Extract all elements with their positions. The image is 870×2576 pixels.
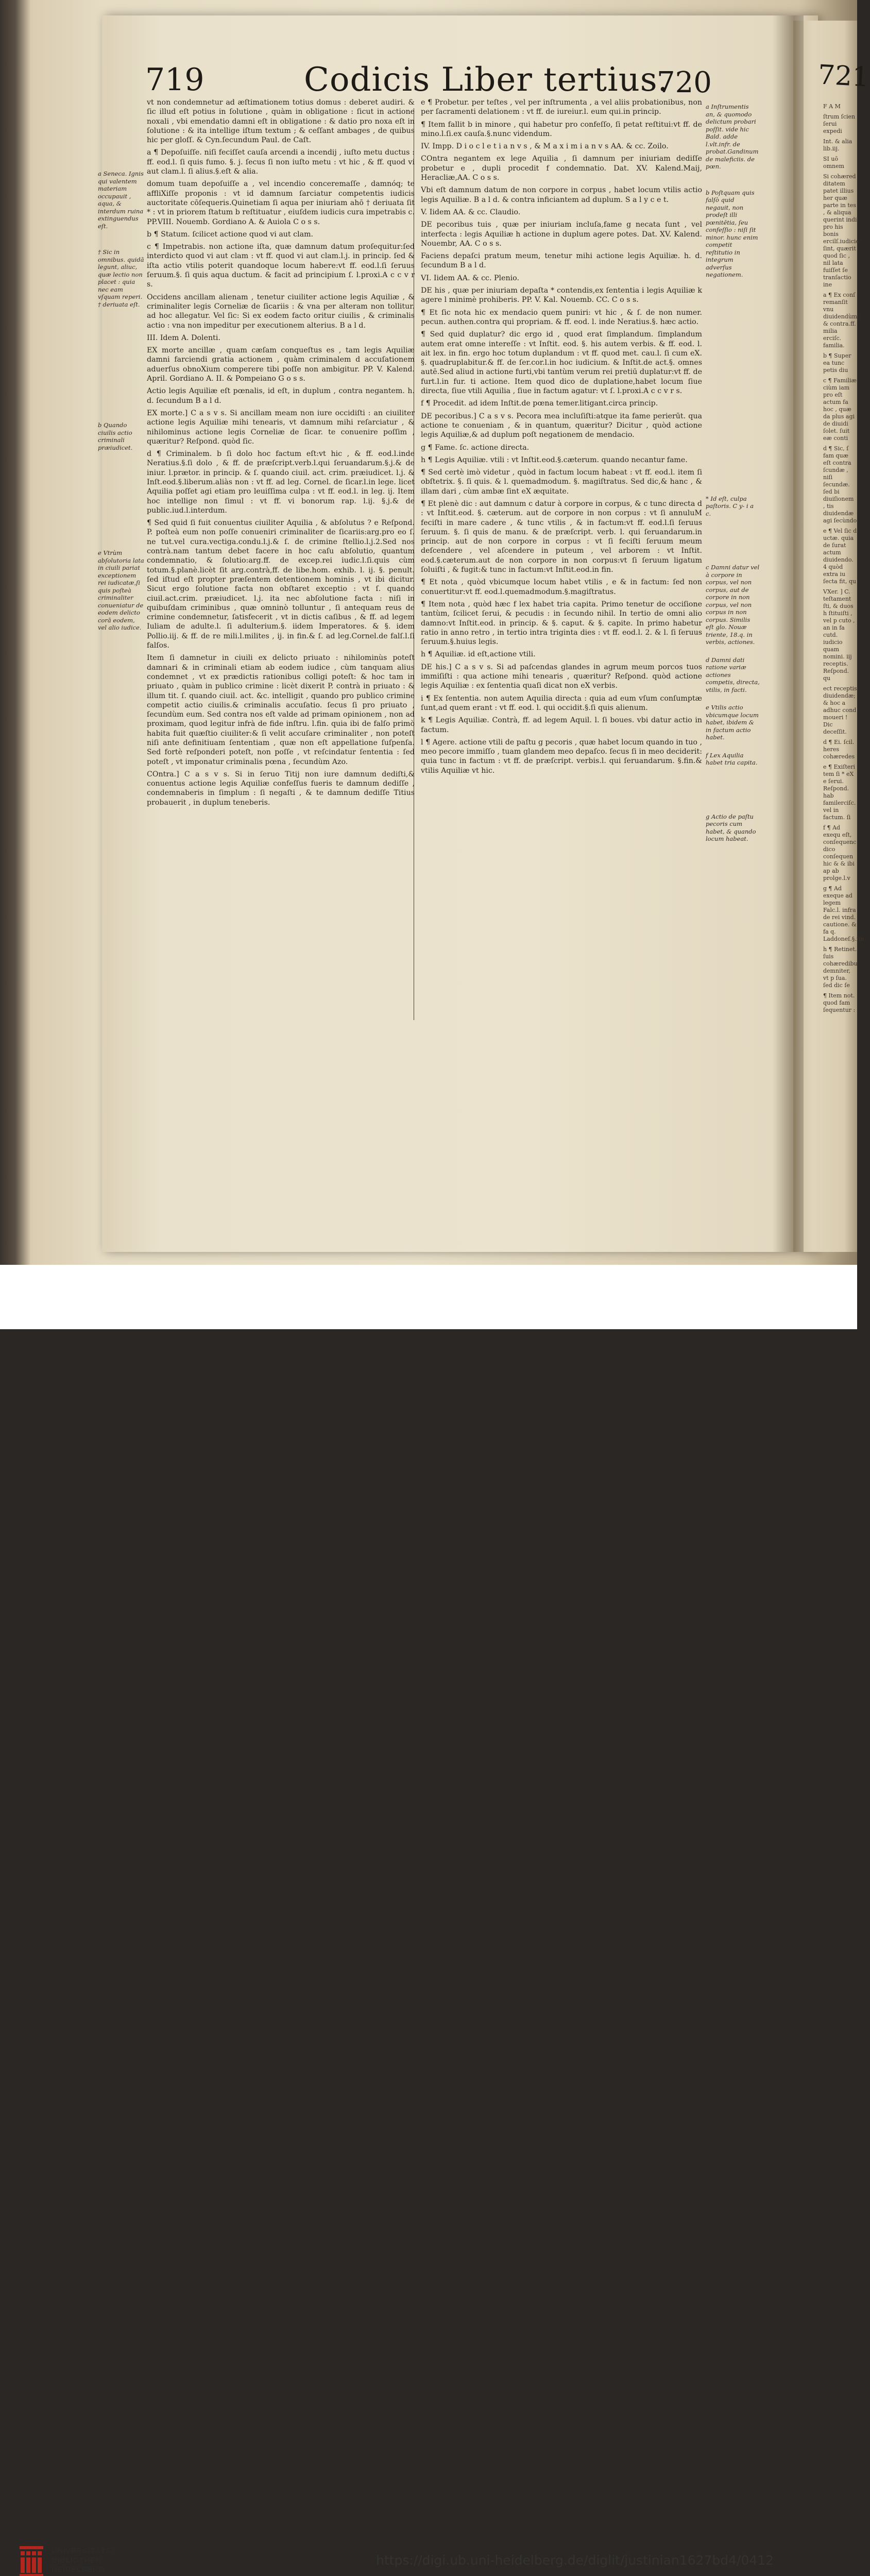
text-fragment: a ¶ Ex conſ remanſit vnu diuidendùm: & contra.ff. milia erciſc. familia. xyxy=(823,292,860,349)
margin-note: † Sic in omnibus. quidā legunt, aliuc, quæ lectio non placet : quia nec eam vſquam reperi. † deriuata eſt. xyxy=(98,248,144,308)
folio-number-facing-page: 721 xyxy=(817,59,870,93)
paragraph: Faciens depaſci pratum meum, tenetur mihi actione legis Aquiliæ. h. d. ſecundum B a l d. xyxy=(421,252,702,270)
facing-page-text xyxy=(823,103,864,1082)
library-name xyxy=(52,2547,114,2574)
paragraph: i ¶ Ex ſententia. non autem Aquilia directa : quia ad eum vſum conſumptæ ſunt,ad quem erant : vt ff. eod. l. qui occidit.§.ſi quis alienum. xyxy=(421,694,702,712)
margin-note: a Inſtrumentis an, & quomodo delictum probari poſſit. vide hic Bald. adde l.vlt.infr. de probat.Gandinum de maleficiis. de pœn. xyxy=(706,103,759,170)
paragraph: DE his.] C a s v s. Si ad paſcendas glandes in agrum meum porcos tuos immiſiſti : qua actione mihi tenearis , quæritur? Reſpond. quòd actione legis Aquiliæ : ex ſententia quaſi dicat non eX verbis. xyxy=(421,663,702,690)
paragraph: f ¶ Procedit. ad idem Inſtit.de pœna temer.litigant.circa princip. xyxy=(421,399,658,408)
paragraph: IV. Impp. D i o c l e t i a n v s , & M a x i m i a n v s AA. & cc. Zoilo. xyxy=(421,142,669,151)
text-fragment: ect receptis diuidendæ; & hoc a adhuc cond moueri ! Dic deceſſit. xyxy=(823,685,857,735)
paragraph: Occidens ancillam alienam , tenetur ciuiliter actione legis Aquiliæ , & criminaliter legis Corneliæ de ſicariis : & vna per alteram non tollitur. ad hoc allegatur. Vel ſic: Si ex eodem facto oritur ciuilis , & criminalis actio : vna non impeditur per executionem alterius. B a l d. xyxy=(147,293,415,330)
margin-notes-right xyxy=(706,103,760,861)
paragraph: Actio legis Aquiliæ eſt pœnalis, id eſt, in duplum , contra negantem. h. d. ſecundum B a l d. xyxy=(147,387,415,405)
paragraph: ¶ Item fallit b in minore , qui habetur pro confeſſo, ſi petat reſtitui:vt ff. de mino.l.ſi.ex cauſa.§.nunc videndum. xyxy=(421,120,702,138)
paragraph: V. Iidem AA. & cc. Claudio. xyxy=(421,208,521,216)
running-title: Codicis Liber tertius. xyxy=(304,61,669,99)
paragraph: COntra negantem ex lege Aquilia , ſi damnum per iniuriam dediſſe probetur e , dupli procedit f condemnatio. Dat. XV. Kalend.Maij, Heracliæ,AA. C o s s. xyxy=(421,155,702,182)
text-column-left xyxy=(147,98,415,1077)
paragraph: Vbi eſt damnum datum de non corpore in corpus , habet locum vtilis actio legis Aquiliæ. B a l d. & contra inficiantem ad duplum. S a l y c e t. xyxy=(421,186,702,204)
text-fragment: b ¶ Super ea tunc petis diu xyxy=(823,352,851,374)
margin-note: e Vtilis actio vbicumque locum habet, ibidem & in factum actio habet. xyxy=(706,704,759,741)
margin-notes-left xyxy=(98,170,144,650)
paragraph: COntra.] C a s v s. Si in ſeruo Titij non iure damnum dediſti,& conuentus actione legis Aquiliæ confeſſus fueris te damnum dediſſe , condemnaberis in ſimplum : ſi negaſti , & te damnum dediſſe Titius probauerit , in duplum teneberis. xyxy=(147,770,415,807)
library-name-line: HEIDELBERG xyxy=(52,2565,105,2574)
paragraph: ¶ Item nota , quòd hæc f lex habet tria capita. Primo tenetur de occiſione tantùm, ſcilicet ſerui, & pecudis : in ſecundo nihil. In tertio de omni alio damno:vt Inſtit.eod. in princip. & §. caput. & §. capite. In primo habetur ratio in anno retro , in tertio intra triginta dies : vt ff. eod.l. 2. & l. ſi ſeruus ſeruum.§.huius legis. xyxy=(421,600,702,647)
library-name-line: BIBLIOTHEK xyxy=(52,2556,101,2565)
gutter-shadow xyxy=(773,15,804,1252)
paragraph: h ¶ Aquiliæ. id eſt,actione vtili. xyxy=(421,650,536,659)
paragraph: e ¶ Probetur. per teſtes , vel per inſtrumenta , a vel aliis probationibus, non per ſacramenti delationem : vt ff. de iureiur.l. eum qui.in princip. xyxy=(421,98,702,116)
paragraph: DE pecoribus.] C a s v s. Pecora mea incluſiſti:atque ita fame perierūt. qua actione te conueniam , & in quantum, quæritur? Dicitur , quòd actione legis Aquiliæ,& ad duplum poſt negationem de mendacio. xyxy=(421,412,702,439)
paragraph: b ¶ Statum. ſcilicet actione quod vi aut clam. xyxy=(147,230,314,239)
text-fragment: SI uō omnem xyxy=(823,156,845,170)
viewer-footer xyxy=(0,1265,857,2574)
margin-note: e Vtrùm abſolutoria lata in ciuili pariat exceptionem rei iudicatæ,ſi quis poſteà criminaliter conueniatur de eodem delicto corā eodem, vel alio iudice. xyxy=(98,549,144,631)
paragraph: III. Idem A. Dolenti. xyxy=(147,333,220,342)
margin-note: * Id eſt, culpa paſtoris. C y- i a c. xyxy=(706,495,754,517)
text-fragment: h ¶ Retinet. ſuis cohæredibu demniter, vt p ſua. ſed dic ſe xyxy=(823,946,858,989)
margin-note: f Lex Aquilia habet tria capita. xyxy=(706,751,758,766)
folio-number-right: 720 xyxy=(657,66,712,99)
paragraph: domum tuam depoſuiſſe a , vel incendio conceremaſſe , damnóq; te affliXiſſe proponis : vt id damnum ſarciatur competentis iudicis auctoritate cōſequeris.Quinetiam ſi aqua per iniuriam ahō † deriuata ſit * : vt in priorem ſtatum b reſtituatur , eiuſdem iudicis cura impetrabis c. PP.VIII. Nouemb. Gordiano A. & Auiola C o s s. xyxy=(147,180,415,226)
text-fragment: g ¶ Ad exeque ad legem Falc.l. infra de rei vind. cautione. & fa q. Laddoneſ.§.ſin xyxy=(823,885,864,942)
folio-number-left: 719 xyxy=(145,62,204,98)
paragraph: ¶ Et ſic nota hic ex mendacio quem puniri: vt hic , & ſ. de non numer. pecun. authen.contra qui propriam. & ff. eod. l. inde Neratius.§. hæc actio. xyxy=(421,308,702,326)
paragraph: g ¶ Fame. ſc. actione directa. xyxy=(421,443,530,452)
paragraph: l ¶ Agere. actione vtili de paſtu g pecoris , quæ habet locum quando in tuo , meo pecore immiſſo , tuam glandem meo depaſco. ſecus ſi in meo deciderit: quia tunc in factum : vt ff. de præſcript. verbis.l. qui ſeruandarum. §.fin.& vtilis Aquiliæ vt hic. xyxy=(421,738,702,775)
paragraph: ¶ Et plenè dic : aut damnum c datur à corpore in corpus, & c tunc directa d : vt Inſtit.eod. §. cæterum. aut de corpore in non corpus : vt ſi annuluM feciſti in mare cadere , & tunc vtilis , & in factum:vt ff. eod.l.ſi ſeruus ſeruum. §. ſi quis de manu. & de præſcript. verb. l. qui ſeruandarum.in princip. aut de non corpore in corpus : vt ſi feciſti ſeruum meum deſcendere , vel aſcendere in puteum , vel arborem : vt Inſtit. eod.§.cæterum.aut de non corpore in non corpus:vt ſi ſeruum ligatum ſoluiſti , & fugit:& tunc in factum:vt Inſtit.eod.in fin. xyxy=(421,499,702,574)
text-fragment: ſtrum ſcien ſerui expedi xyxy=(823,113,856,134)
text-fragment: f ¶ Ad exequ eſt, conſequenc dico conſequen hic & & ibi ap ab prolge.l.v xyxy=(823,824,857,882)
paragraph: h ¶ Legis Aquiliæ. vtili : vt Inſtit.eod.§.cæterum. quando necantur fame. xyxy=(421,455,688,464)
text-fragment: ¶ Item not. quod fam ſequentur : xyxy=(823,992,856,1013)
text-fragment: Si cohæred ditatem patet illius her quæ parte in tes , & aliqua querint indi pro his bonis ercilſ.iudicio ſint, quærit quod ſic , nil lata fuiſſet ſe tranſactio ine xyxy=(823,173,859,288)
margin-note: d Damni dati ratione variæ actiones competis, directa, vtilis, in facti. xyxy=(706,656,760,693)
paragraph: Item ſi damnetur in ciuili ex delicto priuato : nihilominùs poteſt damnari & in criminali etiam ab eodem iudice , cùm tanquam alius condemnet , vt ex prædictis rationibus colligi poteſt: & hoc tam in priuato , quàm in publico crimine : licèt dixerit P. contrà in priuato : & illum tit. ſ. quando ciuil. act. &c. intelligit , quando pro publico crimine competit actio ciuilis.& criminalis accuſatio. ſecus ſi pro priuato , ſecundùm eum. Sed contra nos eſt valde ad primam opinionem , non ad proximam, quod legitur infrà de fide inſtru. l.fin. quia ibi de falſo primò habita fuit quæſtio ciuiliter:& ſi velit accuſare criminaliter , non poteſt niſi ante definitiuam ſententiam , quæ non eſt appellatione ſuſpenſa. Sed fortè reſponderi poteſt, non poſſe , vt reſcindatur ſententia : ſed poteſt , vt imponatur criminalis pœna , ſecundùm Azo. xyxy=(147,654,415,766)
library-name-line: UNIVERSITÄTS- xyxy=(52,2547,114,2555)
scanned-book-spread xyxy=(0,0,870,1265)
paragraph: ¶ Et nota , quòd vbicumque locum habet vtilis , e & in factum: ſed non conuertitur:vt ff. eod.l.quemadmodum.§.magiſtratus. xyxy=(421,578,702,596)
text-fragment: d ¶ Sic, ſ fam quæ eſt contra ſcundæ , niſi ſecundæ. ſed bi diuiſionem , tis diuidendæ agi ſecùndo xyxy=(823,445,857,524)
text-fragment: e ¶ Exiſteri tem ſi * eX e ſerui. Reſpond. hab familerciſc. vel in factum. ſi xyxy=(823,764,856,821)
text-fragment: e ¶ Vel ſic d uctæ. quia de ſurat actum diuidendo. 4 quòd extra iu ſecta fit, qu xyxy=(823,528,857,585)
paragraph: a ¶ Depoſuiſſe. niſi feciſſet cauſa arcendi a incendij , iuſto metu ductus : ff. eod.l. ſi quis fumo. §. j. ſecus ſi non iuſto metu : vt hic , & ff. quod vi aut clam.l. ſi alius.§.eſt & alia. xyxy=(147,148,415,176)
paragraph: DE pecoribus tuis , quæ per iniuriam incluſa,fame g necata ſunt , vel interfecta : legis Aquiliæ h actione in duplum agere potes. Dat. XV. Kalend. Nouembr, AA. C o s s. xyxy=(421,221,702,248)
margin-note: g Actio de paſtu pecoris cum habet, & quando locum habeat. xyxy=(706,812,756,842)
text-fragment: d ¶ Ei. ſcil. heres cohæredes xyxy=(823,739,855,760)
page-permalink[interactable]: https://digi.ub.uni-heidelberg.de/diglit/justinian1627bd4/0412 xyxy=(376,2553,774,2568)
university-library-logo-icon xyxy=(20,2546,43,2576)
text-column-right xyxy=(415,98,702,1077)
text-fragment: F A M xyxy=(823,103,841,110)
margin-note: b Poſtquam quis falſò quid negauit, non prodeſt illi pœnitētia, ſeu confeſſio : niſi ſit minor. hunc enim competit reſtitutio in integrum adverſus negationem. xyxy=(706,189,758,278)
paragraph: EX morte ancillæ , quam cæſam conqueſtus es , tam legis Aquiliæ damni farciendi gratia actionem , quàm criminalem d accuſationem aduerſus obnoXium comperere tibi poſſe non ambigitur. PP. V. Kalend. April. Gordiano A. II. & Pompeiano G o s s. xyxy=(147,346,415,383)
text-fragment: Int. & alia lib.iij. xyxy=(823,138,852,152)
paragraph: DE his , quæ per iniuriam depaſta * contendis,ex ſententia i legis Aquiliæ k agere l minimè prohiberis. PP. V. Kal. Nouemb. CC. C o s s. xyxy=(421,286,702,304)
paragraph: ¶ Sed quid ſi fuit conuentus ciuiliter Aquilia , & abſolutus ? e Reſpond. P. poſteà eum non poſſe conueniri criminaliter de ſicariis:arg.pro eo ſ. ne tut.vel cura.vectiga.condu.l.j.& ſ. de crimine ſtellio.l.j.2.Sed nos contrà.nam tantum debet facere in hoc caſu abſolutio, quantum condemnatio, & ſolutio:arg.ff. de excep.rei iudic.l.ſi.quis cùm totum.§.planè.licèt ſit arg.contrà,ff. de libe.hom. exhib. l. ij. §. penult. ſed iſtud eſt propter præſentem detentionem hominis , vt ibi dicitur. Sicut ergo ſolutione facta non obſtaret exceptio : vt ſ. quando ciuil.act.crim. præiudicet. l.j. ita nec abſolutione facta : niſi in quibuſdam criminibus , quæ omninò tolluntur , ſi antequam reus de crimine condemnetur, ſatisfecerit , vt in dictis caſibus , & ff. ad legem Iuliam de adulte.l. ſi adulterium.§. iidem Imperatores. & §. idem Pollio.iij. & ff. de re mili.l.milites , ij. in fin.& ſ. ad leg.Cornel.de falſ.l.ſi falſos. xyxy=(147,519,415,650)
paragraph: ¶ Sed certè imò videtur , quòd in factum locum habeat : vt ff. eod.l. item ſi obſtetrix. §. ſi quis. & l. quemadmodum. §. magiſtratus. Sed dic,& hanc , & illam dari , cùm ambæ ſint eX æquitate. xyxy=(421,468,702,496)
margin-note: c Damni datur vel à corpore in corpus, vel non corpus, aut de corpore in non corpus, vel non corpus in non corpus. Similis eſt glo. Nouæ triente, 18.q. in verbis, actiones. xyxy=(706,564,760,646)
paragraph: k ¶ Legis Aquiliæ. Contrà, ff. ad legem Aquil. l. ſi boues. vbi datur actio in factum. xyxy=(421,716,702,734)
paragraph: VI. Iidem AA. & cc. Plenio. xyxy=(421,274,519,282)
paragraph: c ¶ Impetrabis. non actione iſta, quæ damnum datum proſequitur:ſed interdicto quod vi aut clam : vt ff. quod vi aut clam.l.j. in princip. ſed & iſta actio vtilis poterit quandoque locum habere:vt ff. eod.l.ſi ſeruus ſeruum.§. ſi quis aqua ductum. & facit ad principium ſ. l.proxi.A c c v r s. xyxy=(147,243,415,289)
paragraph: EX morte.] C a s v s. Si ancillam meam non iure occidiſti : an ciuiliter actione legis Aquiliæ mihi tenearis, vt damnum mihi reſarciatur , & nihilominus actione legis Corneliæ de ſicar. te conuenire poſſim , quæritur? Reſpond. quòd ſic. xyxy=(147,409,415,446)
text-fragment: VXer. ] C. teſtament ſti, & duos h ſtituiſti , vel p cuto , an in fa cutd. iudicio quam nomini. iij receptis. Reſpond. qu xyxy=(823,588,855,682)
paragraph: d ¶ Criminalem. b ſi dolo hoc factum eſt:vt hic , & ff. eod.l.inde Neratius.§.ſi dolo , & ff. de præſcript.verb.l.qui ſeruandarum.§.j.& de iniur. l.prætor. in princip. & ſ. quando ciuil. act. crim. præiudicet. l.j. & Inſt.eod.§.liberum.aliàs non : vt ff. ad leg. Cornel. de ſicar.l.in lege. licet Aquilia poſſet agi etiam pro leuiſſima culpa : vt ff. eod.l. in leg. ij. Item hoc intellige non ſimul : vt ff. vi bonorum rap. l.ij. §.j.& de public.iud.l.interdum. xyxy=(147,450,415,515)
paragraph: ¶ Sed quid duplatur? dic ergo id , quod erat ſimplandum. ſimplandum autem erat omne intereſſe : vt Inſtit. eod. §. his autem verbis. & ff. eod. l. ait lex. in fin. ergo hoc totum duplandum : vt ff. quod met. cau.l. ſi cum eX. §. quadruplabitur.& ff. de ſer.cor.l.in hoc iudicium. & Inſtit.de act.§. omnes autē.Sed aliud in actione furti,vbi tantùm verum rei pretiū duplatur:vt ff. de furt.l.in fur. ti actione. Item quod dico de duplatione,habet locum ſiue directa, ſiue vtili Aquilia , ſiue in factum agatur: vt ſ. l.proxi.A c c v r s. xyxy=(421,330,702,396)
text-fragment: c ¶ Familiæ ciùm iam pro eſt actum fa hoc , quæ da plus agi de diuidi ſolet. ſuit eæ conti xyxy=(823,377,857,442)
paragraph: vt non condemnetur ad æſtimationem totius domus : deberet audiri. & ſic illud eſt potius in ſolutione , quàm in obligatione : ſicut in actione noxali , vbi emendatio damni eſt in obligatione : & datio pro noxa eſt in ſolutione : & ita intellige iſtum textum ; & ceſſant ambages , de quibus hic per gloſſ. & Cyn.ſecundum Paul. de Caſt. xyxy=(147,98,415,145)
margin-note: a Seneca. Ignis qui valentem materiam occupauit , aqua, & interdum ruina extinguendus eſt. xyxy=(98,170,144,230)
margin-note: b Quando ciuilis actio criminali præiudicet. xyxy=(98,421,133,451)
